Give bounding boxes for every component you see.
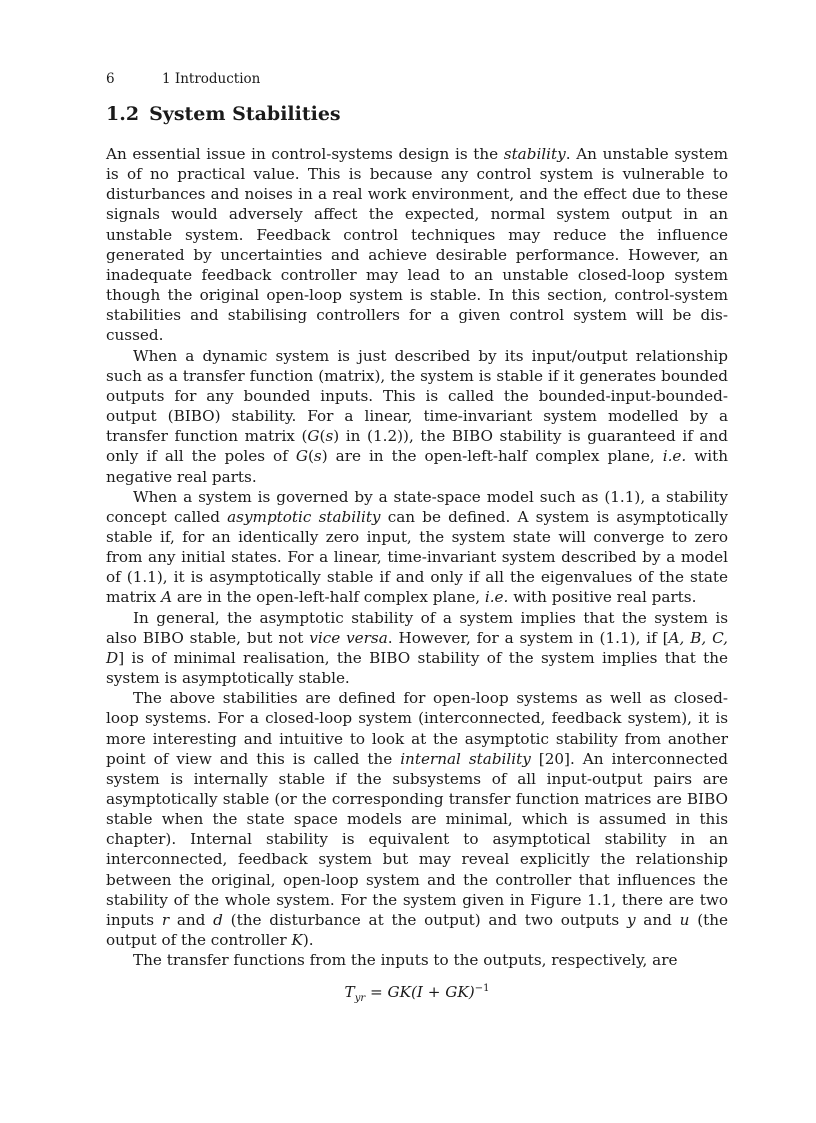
text-run: with negative real parts.: [106, 447, 729, 486]
text-run: [20]. An interconnected system is internally stable if the subsystems of all input-output pairs are asymptotically stable (or the corresponding transfer function matrices are BIBO stable when the state space models are minimal, which is assumed in this chapter). Internal stability is equivalent to asymptotical stability in an interconnected, feedback system but may reveal explicitly the relationship between the original, open-loop system and the controller that influences the stability of the whole system. For the system given in Figure 1.1, there are two inputs: [106, 749, 728, 929]
paragraph: [106, 144, 728, 346]
text-run: ] is of minimal realisation, the BIBO stability of the system implies that the system is asymptotically stable.: [106, 648, 728, 688]
text-run: The above stabilities are defined for open-loop systems as well as closed-loop systems. For a closed-loop system (interconnected, feedback system), it is more interesting and intuitive to look at the asymptotic stability from another point of view and this is called the: [106, 689, 728, 768]
emphasis-text: y: [626, 910, 636, 929]
text-run: and: [635, 910, 680, 929]
text-run: (the disturbance at the output) and two outputs: [222, 910, 627, 929]
text-run: In general, the asymptotic stability of a system implies that the system is also BIBO stable, but not: [106, 608, 728, 647]
text-run: with positive real parts.: [508, 588, 697, 607]
equation-lhs-subscript: yr: [354, 993, 366, 1005]
text-run: can be defined. A system is asymptotically stable if, for an identically zero input, the system state will converge to zero from any initial states. For a linear, time-invariant system described by a model of (1.1), it is asymptotically stable if and only if all the eigenvalues of the state matrix: [106, 507, 728, 607]
paragraph: [106, 688, 728, 950]
equation-tyr: [106, 978, 728, 1010]
section-number: 1.2: [106, 103, 140, 125]
emphasis-text: A, B, C, D: [106, 628, 728, 667]
paragraph: [106, 950, 728, 970]
section-heading: [106, 102, 728, 126]
emphasis-text: i.e.: [662, 447, 687, 466]
paragraph: [106, 608, 728, 689]
emphasis-text: s: [313, 447, 322, 466]
emphasis-text: G: [307, 427, 320, 446]
emphasis-text: u: [679, 910, 690, 929]
text-run: . However, for a system in (1.1), if [: [387, 628, 669, 647]
emphasis-text: internal stability: [400, 749, 531, 768]
text-run: An essential issue in control-systems design is the: [106, 145, 504, 163]
emphasis-text: K: [291, 931, 303, 950]
emphasis-text: G: [295, 447, 308, 466]
body-text: [106, 144, 728, 970]
text-run: ).: [302, 931, 314, 950]
text-run: (: [307, 447, 314, 466]
text-run: ) are in the open-left-half complex plane,: [321, 447, 663, 466]
text-run: . An unstable system is of no practical value. This is because any control system is vulnerable to disturbances and noises in a real work environment, and the effect due to these signals would adversely affect the expected, normal system output in an unstable system. Feedback control techniques may reduce the influence generated by uncertainties and achieve desirable performance. However, an inadequate feedback controller may lead to an unstable closed-loop system though the original open-loop system is stable. In this section, control-system stabilities and stabilising controllers for a given control system will be discussed.: [106, 145, 728, 345]
emphasis-text: stability: [503, 145, 566, 163]
book-page: [106, 68, 728, 1011]
chapter-title: 1 Introduction: [162, 71, 261, 87]
emphasis-text: s: [325, 427, 334, 446]
text-run: The transfer functions from the inputs to the outputs, respectively, are: [133, 951, 678, 970]
emphasis-text: i.e.: [484, 588, 509, 607]
text-run: are in the open-left-half complex plane,: [172, 588, 485, 607]
paragraph: [106, 487, 728, 608]
text-run: and: [169, 910, 214, 929]
text-run: (: [319, 427, 326, 446]
equation-lhs-symbol: T: [344, 983, 355, 1002]
paragraph: [106, 346, 728, 487]
emphasis-text: r: [161, 910, 170, 929]
emphasis-text: A: [161, 588, 173, 607]
text-run: ) in (1.2)), the BIBO stability is guaranteed if and only if all the poles of: [106, 427, 728, 466]
emphasis-text: vice versa: [309, 628, 388, 647]
text-run: (the output of the controller: [106, 910, 728, 950]
page-number: 6: [106, 71, 115, 87]
section-title: System Stabilities: [149, 103, 341, 125]
text-run: When a system is governed by a state-space model such as (1.1), a stability concept called: [106, 487, 728, 526]
emphasis-text: asymptotic stability: [227, 507, 381, 526]
emphasis-text: d: [213, 910, 223, 929]
running-head: [106, 68, 728, 90]
equation-exponent: −1: [474, 983, 490, 995]
equation-rhs: = GK(I + GK): [369, 983, 475, 1002]
text-run: When a dynamic system is just described by its input/output relationship such as a transfer function (matrix), the system is stable if it generates bounded outputs for any bounded inputs. This is called the bounded-input-bounded-output (BIBO) stability. For a linear, time-invariant system modelled by a transfer function matrix (: [106, 346, 728, 446]
